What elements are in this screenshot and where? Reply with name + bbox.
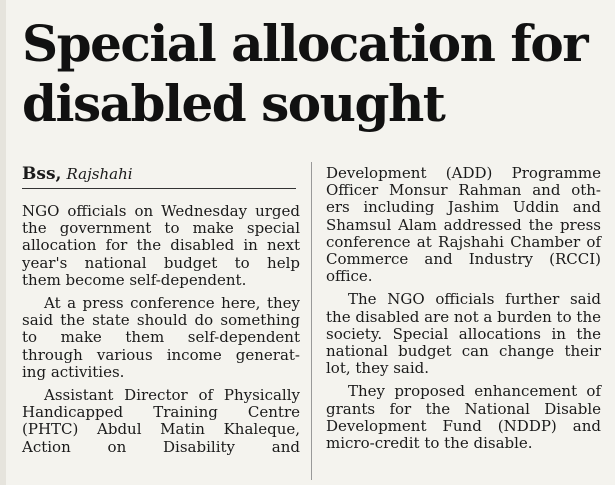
paragraph bbox=[22, 387, 300, 456]
text-line: the government to make special bbox=[22, 219, 300, 238]
page-edge bbox=[0, 0, 6, 485]
text-line: Commerce and Industry (RCCI) bbox=[326, 250, 601, 269]
paragraph bbox=[326, 165, 601, 285]
text-line: ers including Jashim Uddin and bbox=[326, 198, 601, 217]
headline bbox=[22, 14, 612, 134]
text-line: At a press conference here, they bbox=[44, 294, 300, 313]
text-line: micro-credit to the disable. bbox=[326, 434, 533, 453]
text-line: office. bbox=[326, 267, 373, 286]
text-line: national budget can change their bbox=[326, 342, 601, 361]
headline-line: Special allocation for bbox=[22, 14, 588, 73]
text-line: them become self-dependent. bbox=[22, 270, 247, 289]
text-line: The NGO officials further said bbox=[348, 290, 601, 309]
text-line: year's national budget to help bbox=[22, 253, 300, 272]
text-line: They proposed enhancement of bbox=[348, 382, 601, 401]
byline bbox=[22, 164, 133, 184]
text-line: Development (ADD) Programme bbox=[326, 164, 601, 182]
text-line: ing activities. bbox=[22, 362, 125, 381]
text-line: to make them self-dependent bbox=[22, 328, 300, 347]
text-line: Action on Disability and bbox=[22, 437, 300, 456]
byline-rule bbox=[22, 188, 296, 189]
text-line: Officer Monsur Rahman and oth- bbox=[326, 181, 601, 200]
article-column-1 bbox=[22, 203, 300, 456]
text-line: conference at Rajshahi Chamber of bbox=[326, 232, 601, 251]
text-line: Shamsul Alam addressed the press bbox=[326, 215, 601, 234]
article-column-2 bbox=[326, 165, 601, 452]
byline-agency: Bss, bbox=[22, 164, 62, 184]
text-line: society. Special allocations in the bbox=[326, 324, 601, 343]
byline-place: Rajshahi bbox=[66, 165, 133, 183]
text-line: the disabled are not a burden to the bbox=[326, 307, 601, 326]
paragraph bbox=[326, 291, 601, 377]
text-line: NGO officials on Wednesday urged bbox=[22, 202, 300, 220]
text-line: said the state should do something bbox=[22, 311, 300, 330]
text-line: (PHTC) Abdul Matin Khaleque, bbox=[22, 420, 300, 439]
text-line: Assistant Director of Physically bbox=[44, 386, 300, 405]
headline-line: disabled sought bbox=[22, 74, 445, 133]
text-line: grants for the National Disable bbox=[326, 399, 601, 418]
paragraph bbox=[326, 383, 601, 452]
column-divider bbox=[311, 162, 312, 480]
text-line: allocation for the disabled in next bbox=[22, 236, 300, 255]
text-line: Handicapped Training Centre bbox=[22, 403, 300, 422]
text-line: Development Fund (NDDP) and bbox=[326, 416, 601, 435]
text-line: lot, they said. bbox=[326, 359, 430, 378]
paragraph bbox=[22, 295, 300, 381]
text-line: through various income generat- bbox=[22, 345, 300, 364]
paragraph bbox=[22, 203, 300, 289]
